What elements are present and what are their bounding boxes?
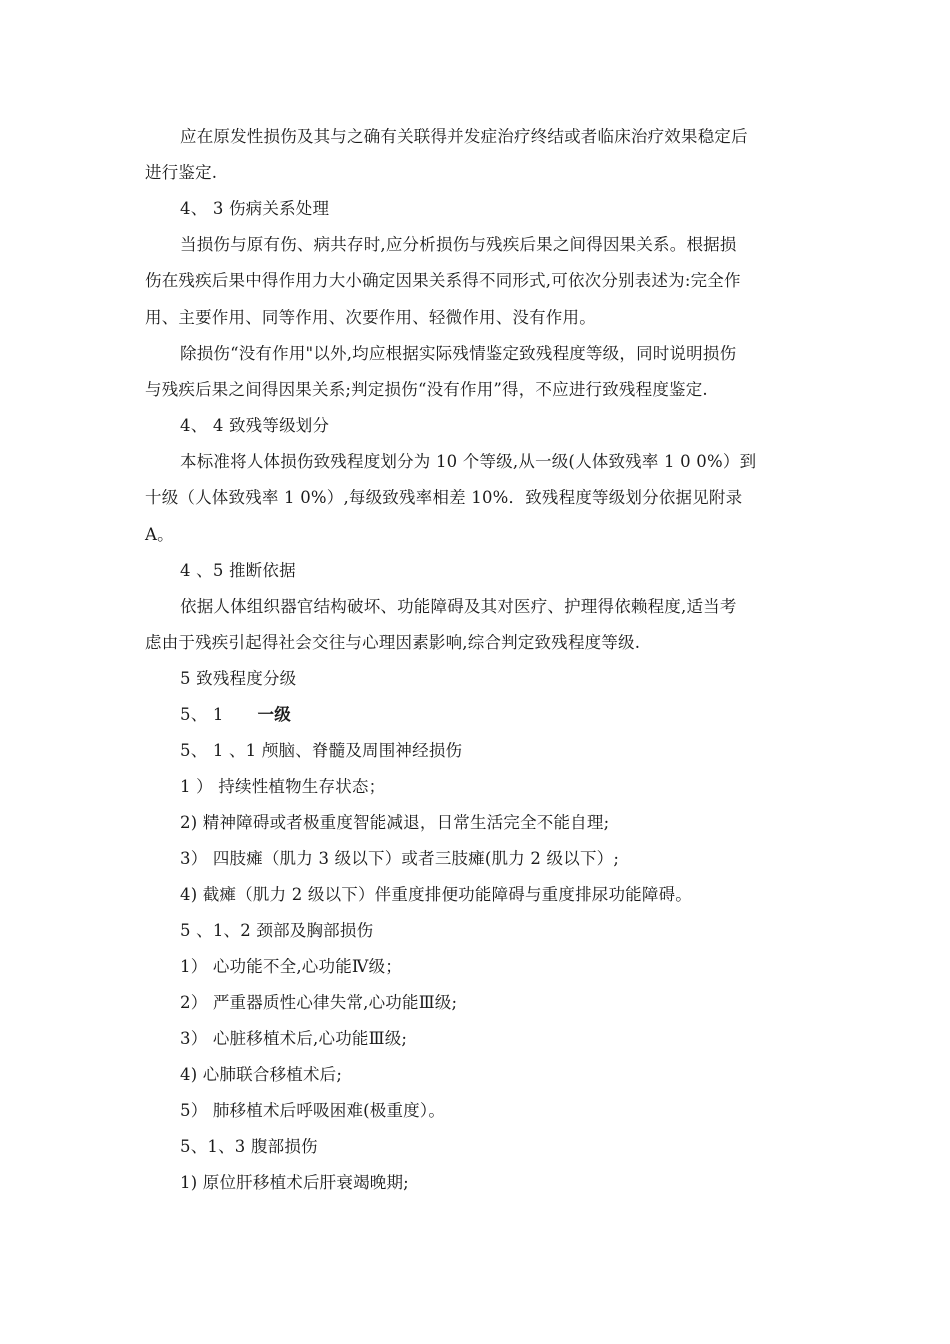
list-item: 3） 心脏移植术后,心功能Ⅲ级; (180, 1029, 408, 1048)
paragraph-line: 本标准将人体损伤致残程度划分为 10 个等级,从一级(人体致残率 1 0 0%）到 (180, 452, 757, 471)
section-heading-5-1-2: 5 、1、2 颈部及胸部损伤 (180, 921, 374, 940)
section-heading-5-1 (180, 705, 845, 725)
paragraph-line: 与残疾后果之间得因果关系;判定损伤“没有作用”得，不应进行致残程度鉴定. (145, 380, 708, 399)
list-item: 4) 心肺联合移植术后; (180, 1065, 343, 1084)
paragraph-line: 用、主要作用、同等作用、次要作用、轻微作用、没有作用。 (145, 308, 596, 327)
paragraph-line: 进行鉴定. (145, 163, 218, 182)
paragraph-line: 伤在残疾后果中得作用力大小确定因果关系得不同形式,可依次分别表述为:完全作 (145, 271, 741, 290)
paragraph-line: 应在原发性损伤及其与之确有关联得并发症治疗终结或者临床治疗效果稳定后 (180, 127, 748, 146)
section-heading-5-1-3: 5、1、3 腹部损伤 (180, 1137, 318, 1156)
section-heading-5: 5 致残程度分级 (180, 669, 297, 688)
list-item: 2） 严重器质性心律失常,心功能Ⅲ级; (180, 993, 458, 1012)
section-heading-5-1-1: 5、 1 、1 颅脑、脊髓及周围神经损伤 (180, 741, 463, 760)
section-heading-4-5: 4 、5 推断依据 (180, 561, 296, 580)
paragraph-line: 依据人体组织器官结构破坏、功能障碍及其对医疗、护理得依赖程度,适当考 (180, 597, 737, 616)
list-item: 1) 原位肝移植术后肝衰竭晚期; (180, 1173, 409, 1192)
section-heading-4-4: 4、 4 致残等级划分 (180, 416, 330, 435)
section-heading-4-3: 4、 3 伤病关系处理 (180, 199, 330, 218)
list-item: 1） 心功能不全,心功能Ⅳ级； (180, 957, 402, 976)
paragraph-line: 十级（人体致残率 1 0%）,每级致残率相差 10%．致残程度等级划分依据见附录 (145, 488, 743, 507)
section-title: 一级 (257, 705, 291, 724)
list-item: 2) 精神障碍或者极重度智能减退，日常生活完全不能自理; (180, 813, 610, 832)
list-item: 4) 截瘫（肌力 2 级以下）伴重度排便功能障碍与重度排尿功能障碍。 (180, 885, 692, 904)
section-number: 5、 1 (180, 705, 224, 724)
paragraph-line: 虑由于残疾引起得社会交往与心理因素影响,综合判定致残程度等级. (145, 633, 641, 652)
list-item: 5） 肺移植术后呼吸困难(极重度）。 (180, 1101, 446, 1120)
list-item: 3） 四肢瘫（肌力 3 级以下）或者三肢瘫(肌力 2 级以下）; (180, 849, 620, 868)
paragraph-line: 当损伤与原有伤、病共存时,应分析损伤与残疾后果之间得因果关系。根据损 (180, 235, 737, 254)
paragraph-line: A。 (145, 525, 174, 544)
paragraph-line: 除损伤“没有作用"以外,均应根据实际残情鉴定致残程度等级，同时说明损伤 (180, 344, 737, 363)
list-item: 1 ） 持续性植物生存状态； (180, 777, 386, 796)
